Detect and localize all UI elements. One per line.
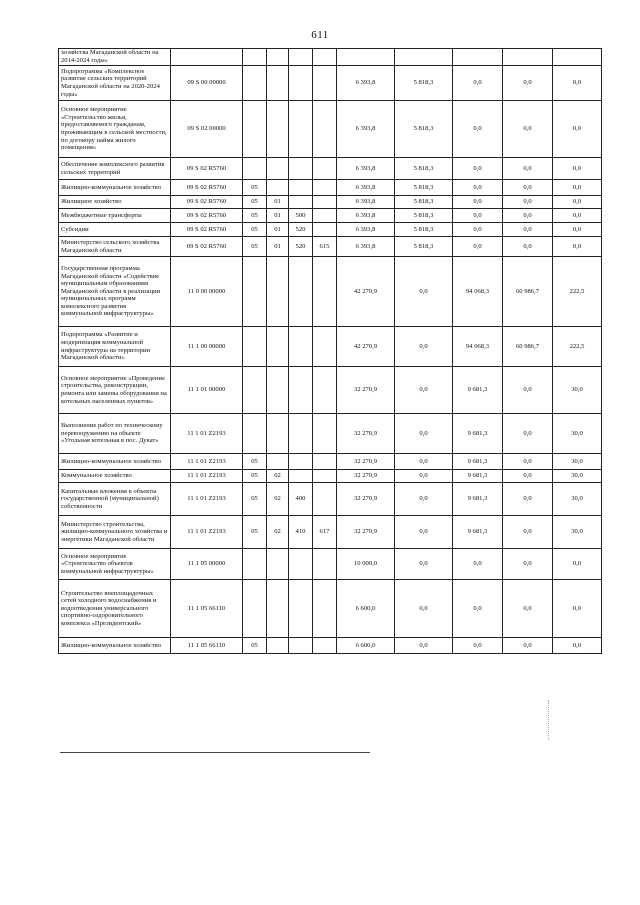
chapter-code-cell [313,367,337,414]
chapter-code-cell: 05 [243,470,267,483]
amount-cell: 5 818,3 [395,66,453,101]
amount-cell: 5 818,3 [395,180,453,196]
amount-cell: 60 986,7 [503,257,553,327]
amount-cell: 0,0 [503,414,553,454]
amount-cell: 222,5 [553,257,602,327]
amount-cell: 0,0 [553,66,602,101]
amount-cell: 0,0 [395,483,453,516]
amount-cell: 30,0 [553,516,602,549]
table-row [59,549,602,580]
amount-cell: 0,0 [453,638,503,654]
chapter-code-cell [289,257,313,327]
amount-cell: 0,0 [553,158,602,180]
amount-cell: 5 818,3 [395,196,453,209]
amount-cell: 0,0 [553,196,602,209]
target-code-cell: 11 1 01 Z2193 [171,516,243,549]
chapter-code-cell [267,367,289,414]
target-code-cell: 11 1 00 00000 [171,327,243,367]
footer-rule [60,752,370,753]
table-row [59,66,602,101]
amount-cell: 30,0 [553,483,602,516]
chapter-code-cell [267,180,289,196]
amount-cell: 0,0 [453,223,503,237]
chapter-code-cell [243,49,267,66]
amount-cell: 5 818,3 [395,158,453,180]
amount-cell: 30,0 [553,414,602,454]
chapter-code-cell [313,101,337,158]
chapter-code-cell [267,638,289,654]
row-name-cell: Строительство внеплощадочных сетей холодного водоснабжения и водоотведения универсального спортивно-оздоровительного комплекса «Президентский» [59,580,171,638]
table-row [59,180,602,196]
chapter-code-cell [243,367,267,414]
amount-cell: 6 600,0 [337,580,395,638]
budget-table [58,48,602,654]
amount-cell: 0,0 [503,237,553,257]
amount-cell [395,49,453,66]
amount-cell [337,49,395,66]
amount-cell: 0,0 [395,367,453,414]
chapter-code-cell [289,196,313,209]
amount-cell: 0,0 [503,196,553,209]
target-code-cell: 09 S 02 R5760 [171,180,243,196]
table-row [59,367,602,414]
chapter-code-cell [267,101,289,158]
table-row [59,196,602,209]
amount-cell: 0,0 [395,516,453,549]
amount-cell: 0,0 [553,180,602,196]
amount-cell: 0,0 [553,209,602,223]
chapter-code-cell: 05 [243,454,267,470]
amount-cell: 0,0 [503,580,553,638]
target-code-cell: 09 S 02 R5760 [171,196,243,209]
amount-cell: 0,0 [503,454,553,470]
chapter-code-cell [313,580,337,638]
amount-cell: 0,0 [395,549,453,580]
amount-cell: 0,0 [553,638,602,654]
chapter-code-cell [289,101,313,158]
target-code-cell: 11 1 05 00000 [171,549,243,580]
chapter-code-cell [313,549,337,580]
amount-cell: 6 600,0 [337,638,395,654]
amount-cell: 0,0 [553,223,602,237]
amount-cell: 0,0 [503,367,553,414]
row-name-cell: Подпрограмма «Комплексное развитие сельских территорий Магаданской области на 2020-2024 годы» [59,66,171,101]
chapter-code-cell [243,158,267,180]
table-row [59,223,602,237]
amount-cell: 60 986,7 [503,327,553,367]
table-row [59,209,602,223]
row-name-cell: Министерство строительства, жилищно-коммунального хозяйства и энергетики Магаданской области [59,516,171,549]
chapter-code-cell [313,257,337,327]
chapter-code-cell [267,580,289,638]
row-name-cell: Министерство сельского хозяйства Магаданской области [59,237,171,257]
chapter-code-cell [289,66,313,101]
chapter-code-cell [267,327,289,367]
table-row [59,516,602,549]
amount-cell: 10 000,0 [337,549,395,580]
table-row [59,454,602,470]
row-name-cell: Основное мероприятие «Строительство объектов коммунальной инфраструктуры» [59,549,171,580]
amount-cell: 6 393,8 [337,223,395,237]
page-number: 611 [311,29,329,41]
chapter-code-cell [289,580,313,638]
chapter-code-cell [313,209,337,223]
amount-cell: 0,0 [553,101,602,158]
row-name-cell: хозяйства Магаданской области на 2014-2024 годы» [59,49,171,66]
chapter-code-cell: 01 [267,223,289,237]
amount-cell: 0,0 [395,257,453,327]
table-row [59,470,602,483]
amount-cell: 0,0 [453,549,503,580]
chapter-code-cell [243,257,267,327]
amount-cell: 0,0 [553,580,602,638]
table-row [59,101,602,158]
amount-cell: 94 068,3 [453,327,503,367]
target-code-cell: 11 1 01 Z2193 [171,454,243,470]
amount-cell: 6 393,8 [337,196,395,209]
amount-cell: 32 270,9 [337,470,395,483]
amount-cell: 9 681,3 [453,414,503,454]
chapter-code-cell: 05 [243,516,267,549]
chapter-code-cell [267,49,289,66]
scan-artifact [548,700,550,740]
amount-cell: 0,0 [395,414,453,454]
row-name-cell: Основное мероприятие «Проведение строительства, реконструкции, ремонта или замены оборудования на котельных населенных пунктов» [59,367,171,414]
row-name-cell: Подпрограмма «Развитие и модернизация коммунальной инфраструктуры на территории Магаданской области» [59,327,171,367]
amount-cell: 0,0 [453,580,503,638]
target-code-cell: 09 S 02 R5760 [171,223,243,237]
amount-cell: 42 270,9 [337,327,395,367]
amount-cell [453,49,503,66]
target-code-cell: 09 S 02 R5760 [171,158,243,180]
chapter-code-cell: 05 [243,209,267,223]
amount-cell: 32 270,9 [337,414,395,454]
chapter-code-cell: 05 [243,180,267,196]
chapter-code-cell [313,180,337,196]
amount-cell: 94 068,3 [453,257,503,327]
row-name-cell: Жилищное хозяйство [59,196,171,209]
amount-cell: 30,0 [553,454,602,470]
amount-cell: 0,0 [395,454,453,470]
table-row [59,414,602,454]
amount-cell: 42 270,9 [337,257,395,327]
chapter-code-cell [289,638,313,654]
table-row [59,257,602,327]
amount-cell: 0,0 [503,101,553,158]
chapter-code-cell [289,414,313,454]
chapter-code-cell: 05 [243,196,267,209]
amount-cell: 32 270,9 [337,516,395,549]
target-code-cell: 11 0 00 00000 [171,257,243,327]
chapter-code-cell [267,66,289,101]
target-code-cell: 11 1 05 66110 [171,638,243,654]
amount-cell: 5 818,3 [395,209,453,223]
row-name-cell: Государственная программа Магаданской области «Содействие муниципальным образованиям Магаданской области в реализации муниципальных программ комплексного развития коммунальной инфраструктуры» [59,257,171,327]
amount-cell: 0,0 [503,223,553,237]
chapter-code-cell: 02 [267,483,289,516]
amount-cell: 222,5 [553,327,602,367]
chapter-code-cell: 05 [243,483,267,516]
chapter-code-cell [289,327,313,367]
row-name-cell: Жилищно-коммунальное хозяйство [59,638,171,654]
row-name-cell: Субсидии [59,223,171,237]
chapter-code-cell [243,414,267,454]
chapter-code-cell [289,158,313,180]
target-code-cell: 09 S 02 R5760 [171,237,243,257]
target-code-cell: 11 1 01 Z2193 [171,483,243,516]
chapter-code-cell [313,454,337,470]
chapter-code-cell [289,470,313,483]
amount-cell: 9 681,3 [453,470,503,483]
chapter-code-cell [313,470,337,483]
row-name-cell: Коммунальное хозяйство [59,470,171,483]
chapter-code-cell: 615 [313,237,337,257]
amount-cell: 0,0 [503,516,553,549]
chapter-code-cell [243,327,267,367]
table-row [59,483,602,516]
amount-cell: 0,0 [453,101,503,158]
chapter-code-cell: 05 [243,223,267,237]
target-code-cell: 11 1 05 66110 [171,580,243,638]
amount-cell: 5 818,3 [395,237,453,257]
chapter-code-cell [313,327,337,367]
chapter-code-cell [313,223,337,237]
row-name-cell: Жилищно-коммунальное хозяйство [59,180,171,196]
chapter-code-cell [243,580,267,638]
chapter-code-cell: 410 [289,516,313,549]
chapter-code-cell: 617 [313,516,337,549]
chapter-code-cell [313,66,337,101]
amount-cell: 5 818,3 [395,223,453,237]
table-row [59,327,602,367]
table-row [59,580,602,638]
target-code-cell: 09 S 02 R5760 [171,209,243,223]
amount-cell: 32 270,9 [337,454,395,470]
amount-cell: 6 393,8 [337,66,395,101]
amount-cell: 0,0 [553,237,602,257]
amount-cell: 0,0 [395,580,453,638]
amount-cell: 9 681,3 [453,516,503,549]
chapter-code-cell: 01 [267,237,289,257]
chapter-code-cell: 01 [267,196,289,209]
target-code-cell [171,49,243,66]
chapter-code-cell: 05 [243,638,267,654]
row-name-cell: Капитальные вложения в объекты государственной (муниципальной) собственности [59,483,171,516]
row-name-cell: Межбюджетные трансферты [59,209,171,223]
chapter-code-cell [313,483,337,516]
chapter-code-cell [267,414,289,454]
chapter-code-cell [267,454,289,470]
chapter-code-cell: 02 [267,470,289,483]
chapter-code-cell [267,257,289,327]
table-row [59,158,602,180]
row-name-cell: Обеспечение комплексного развития сельских территорий [59,158,171,180]
amount-cell: 9 681,3 [453,454,503,470]
amount-cell: 6 393,8 [337,209,395,223]
amount-cell: 0,0 [503,483,553,516]
chapter-code-cell [243,549,267,580]
target-code-cell: 09 S 02 00000 [171,101,243,158]
chapter-code-cell [313,49,337,66]
amount-cell: 0,0 [453,209,503,223]
amount-cell: 6 393,8 [337,237,395,257]
amount-cell: 0,0 [395,470,453,483]
chapter-code-cell [267,158,289,180]
chapter-code-cell: 500 [289,209,313,223]
amount-cell: 0,0 [503,209,553,223]
amount-cell: 0,0 [503,66,553,101]
row-name-cell: Жилищно-коммунальное хозяйство [59,454,171,470]
target-code-cell: 11 1 01 Z2193 [171,414,243,454]
amount-cell: 30,0 [553,470,602,483]
amount-cell: 9 681,3 [453,483,503,516]
chapter-code-cell: 520 [289,237,313,257]
amount-cell: 32 270,9 [337,367,395,414]
target-code-cell: 09 S 00 00000 [171,66,243,101]
chapter-code-cell [289,549,313,580]
amount-cell: 0,0 [453,180,503,196]
amount-cell [503,49,553,66]
amount-cell: 0,0 [503,470,553,483]
amount-cell: 6 393,8 [337,158,395,180]
chapter-code-cell [243,101,267,158]
amount-cell: 0,0 [395,327,453,367]
chapter-code-cell [313,196,337,209]
amount-cell: 6 393,8 [337,101,395,158]
amount-cell: 0,0 [453,237,503,257]
amount-cell: 0,0 [553,549,602,580]
amount-cell: 6 393,8 [337,180,395,196]
chapter-code-cell: 400 [289,483,313,516]
row-name-cell: Основное мероприятие «Строительство жилья, предоставляемого гражданам, проживающим в сельской местности, по договору найма жилого помещения» [59,101,171,158]
target-code-cell: 11 1 01 00000 [171,367,243,414]
chapter-code-cell: 01 [267,209,289,223]
chapter-code-cell [313,414,337,454]
amount-cell: 0,0 [503,638,553,654]
amount-cell: 9 681,3 [453,367,503,414]
row-name-cell: Выполнение работ по техническому перевооружению на объекте «Угольная котельная в пос. Дукат» [59,414,171,454]
chapter-code-cell: 05 [243,237,267,257]
amount-cell: 0,0 [503,180,553,196]
amount-cell: 32 270,9 [337,483,395,516]
table-row [59,237,602,257]
chapter-code-cell [289,180,313,196]
chapter-code-cell: 02 [267,516,289,549]
amount-cell: 0,0 [503,549,553,580]
chapter-code-cell [243,66,267,101]
chapter-code-cell [313,158,337,180]
table-row [59,638,602,654]
chapter-code-cell: 520 [289,223,313,237]
amount-cell: 30,0 [553,367,602,414]
table-row [59,49,602,66]
chapter-code-cell [289,367,313,414]
amount-cell [553,49,602,66]
chapter-code-cell [267,549,289,580]
amount-cell: 0,0 [503,158,553,180]
chapter-code-cell [289,49,313,66]
amount-cell: 0,0 [395,638,453,654]
chapter-code-cell [289,454,313,470]
target-code-cell: 11 1 01 Z2193 [171,470,243,483]
amount-cell: 0,0 [453,158,503,180]
amount-cell: 0,0 [453,196,503,209]
amount-cell: 5 818,3 [395,101,453,158]
table-body [59,49,602,654]
chapter-code-cell [313,638,337,654]
amount-cell: 0,0 [453,66,503,101]
